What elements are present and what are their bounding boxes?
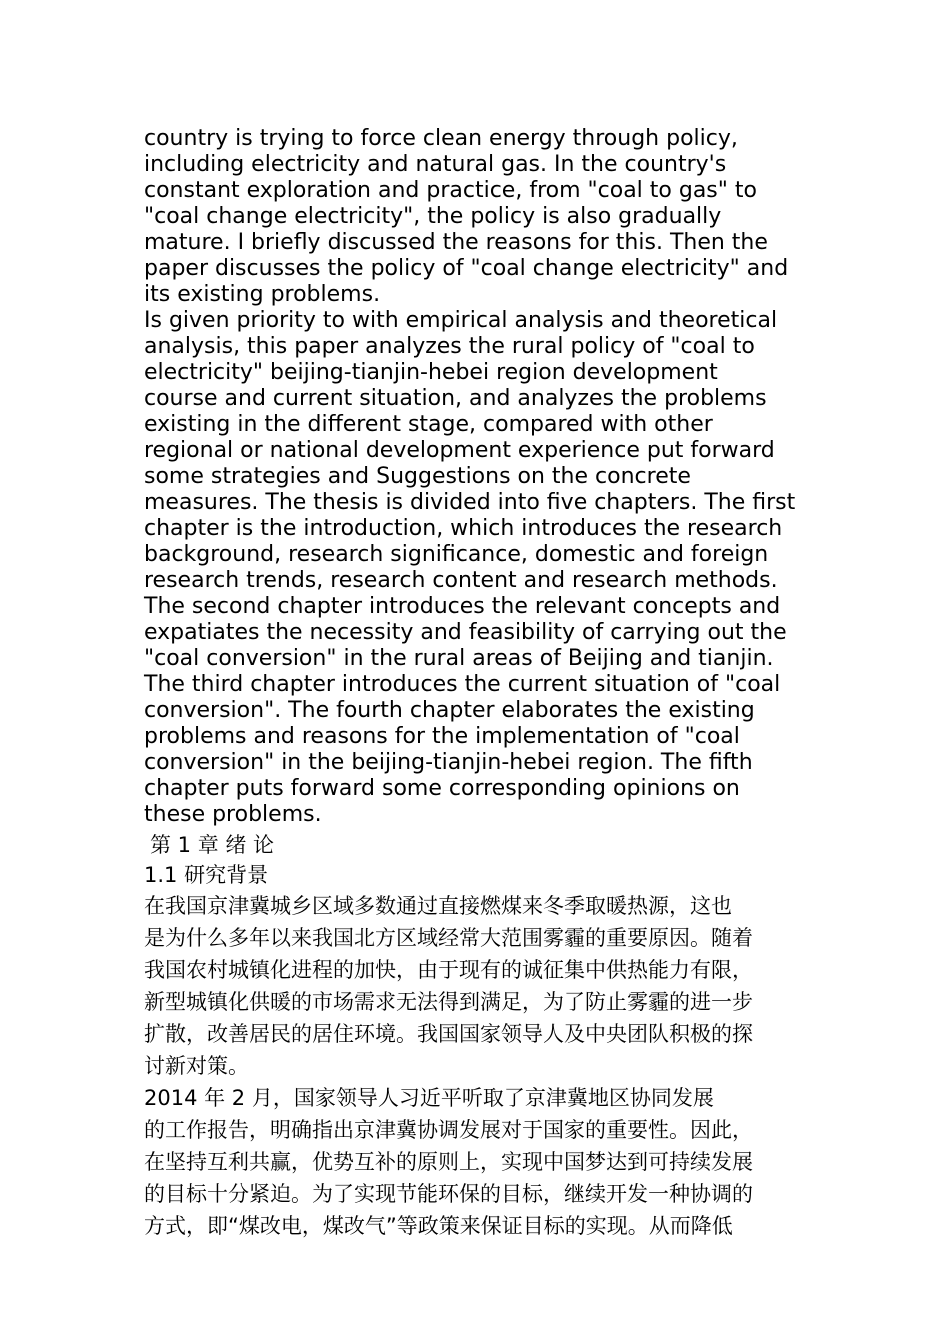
section-heading: 1.1 研究背景 <box>144 863 269 887</box>
chapter-heading: 第 1 章 绪 论 <box>150 833 275 857</box>
body-paragraph-1: 在我国京津冀城乡区域多数通过直接燃煤来冬季取暖热源，这也 是为什么多年以来我国北方区域经常大范围雾霾的重要原因。随着 我国农村城镇化进程的加快，由于现有的诚征集中供热能力有限， 新型城镇化供暖的市场需求无法得到满足，为了防止雾霾的进一步 扩散，改善居民的居住环境。我国国家领导人及中央团队积极的探 讨新对策。 <box>144 894 753 1078</box>
abstract-paragraph-1: country is trying to force clean energy through policy, including electricity and natural gas. In the country's constant exploration and practice, from "coal to gas" to "coal change electricity", the policy is also gradually mature. I briefly discussed the reasons for this. Then the paper discusses the policy of "coal change electricity" and its existing problems. <box>144 126 789 307</box>
abstract-paragraph-2: Is given priority to with empirical analysis and theoretical analysis, this paper analyzes the rural policy of "coal to electricity" beijing-tianjin-hebei region development course and current situation, and analyzes the problems existing in the different stage, compared with other regional or national development experience put forward some strategies and Suggestions on the concrete measures. The thesis is divided into five chapters. The first chapter is the introduction, which introduces the research background, research significance, domestic and foreign research trends, research content and research methods. The second chapter introduces the relevant concepts and expatiates the necessity and feasibility of carrying out the "coal conversion" in the rural areas of Beijing and tianjin. The third chapter introduces the current situation of "coal conversion". The fourth chapter elaborates the existing problems and reasons for the implementation of "coal conversion" in the beijing-tianjin-hebei region. The fifth chapter puts forward some corresponding opinions on these problems. <box>144 308 796 827</box>
document-page <box>144 126 809 1242</box>
body-paragraph-2: 2014 年 2 月，国家领导人习近平听取了京津冀地区协同发展 的工作报告，明确指出京津冀协调发展对于国家的重要性。因此， 在坚持互利共赢，优势互补的原则上，实现中国梦达到可持续发展 的目标十分紧迫。为了实现节能环保的目标，继续开发一种协调的 方式，即“煤改电，煤改气”等政策来保证目标的实现。从而降低 <box>144 1086 753 1238</box>
